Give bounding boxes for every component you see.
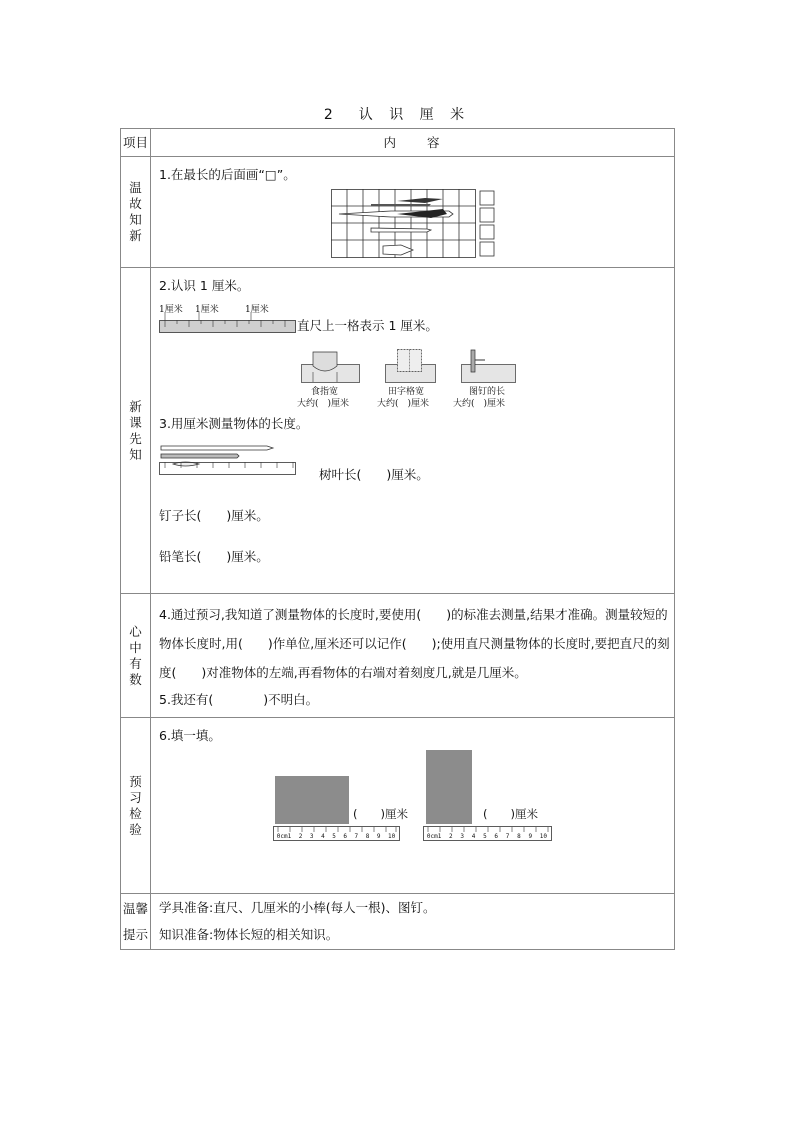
ruler-right-numbers: 0cm1 2 3 4 5 6 7 8 9 10 bbox=[426, 833, 548, 840]
item-1-answer: 大约( )厘米 bbox=[297, 399, 350, 409]
ruler-caption: 直尺上一格表示 1 厘米。 bbox=[297, 318, 438, 333]
worksheet-table bbox=[120, 128, 675, 950]
ruler-label-3: 1厘米 bbox=[245, 305, 269, 315]
label-warmup: 温故知新 bbox=[121, 157, 151, 268]
question-1: 1.在最长的后面画“□”。 bbox=[159, 167, 296, 182]
leaf-question: 树叶长( )厘米。 bbox=[319, 467, 429, 482]
item-3-name: 图钉的长 bbox=[469, 387, 506, 397]
question-2: 2.认识 1 厘米。 bbox=[159, 278, 250, 293]
label-check: 预习检验 bbox=[121, 718, 151, 894]
rectangle-1 bbox=[275, 776, 349, 824]
ruler-1cm-figure bbox=[159, 312, 299, 344]
label-tips: 温馨 提示 bbox=[121, 894, 151, 950]
nail-question: 钉子长( )厘米。 bbox=[159, 508, 269, 523]
rectangle-2 bbox=[426, 750, 472, 824]
mind-content bbox=[151, 594, 675, 718]
objects-in-grid bbox=[339, 198, 453, 255]
header-item: 项目 bbox=[121, 129, 151, 157]
question-4: 4.通过预习,我知道了测量物体的长度时,要使用( )的标准去测量,结果才准确。测量较短的物体长度时,用( )作单位,厘米还可以记作( );使用直尺测量物体的长度时,要把直尺的刻度( )对准物体的左端,再看物体的右端对着刻度几,就是几厘米。 bbox=[159, 607, 670, 680]
measure-objects-figure bbox=[159, 436, 305, 480]
grid-figure bbox=[331, 189, 651, 261]
fill-figure bbox=[273, 746, 563, 846]
ruler-label-2: 1厘米 bbox=[195, 305, 219, 315]
check-content bbox=[151, 718, 675, 894]
page-title: 2 认 识 厘 米 bbox=[323, 107, 471, 123]
item-2-name: 田字格宽 bbox=[388, 387, 425, 397]
newlesson-content bbox=[151, 268, 675, 594]
blank-2: ( )厘米 bbox=[483, 807, 538, 821]
question-6: 6.填一填。 bbox=[159, 728, 221, 743]
tips-line-2: 知识准备:物体长短的相关知识。 bbox=[159, 927, 339, 942]
answer-boxes bbox=[480, 191, 494, 256]
grid-box-figure bbox=[386, 350, 436, 383]
blank-1: ( )厘米 bbox=[353, 807, 408, 821]
pencil-question: 铅笔长( )厘米。 bbox=[159, 549, 269, 564]
finger-figure bbox=[302, 352, 360, 383]
question-5: 5.我还有( )不明白。 bbox=[159, 692, 319, 707]
pin-figure bbox=[462, 350, 516, 383]
header-content: 内 容 bbox=[151, 129, 675, 157]
ruler-label-1: 1厘米 bbox=[159, 305, 183, 315]
label-mind: 心中有数 bbox=[121, 594, 151, 718]
tips-content bbox=[151, 894, 675, 950]
ruler-left-numbers: 0cm1 2 3 4 5 6 7 8 9 10 bbox=[276, 833, 396, 840]
item-2-answer: 大约( )厘米 bbox=[377, 399, 430, 409]
warmup-content bbox=[151, 157, 675, 268]
question-3: 3.用厘米测量物体的长度。 bbox=[159, 416, 309, 431]
tips-line-1: 学具准备:直尺、几厘米的小棒(每人一根)、图钉。 bbox=[159, 900, 436, 915]
label-newlesson: 新课先知 bbox=[121, 268, 151, 594]
item-1-name: 食指宽 bbox=[311, 387, 339, 397]
item-3-answer: 大约( )厘米 bbox=[453, 399, 506, 409]
